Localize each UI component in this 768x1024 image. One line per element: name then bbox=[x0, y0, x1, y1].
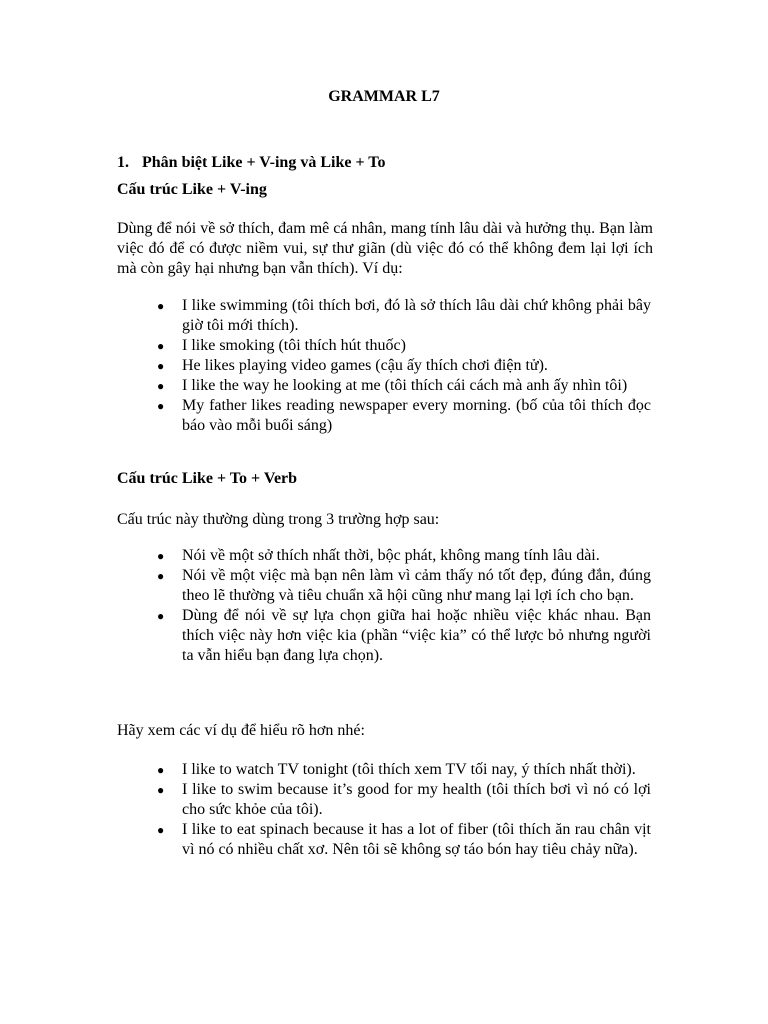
structure-1-description: Dùng để nói về sở thích, đam mê cá nhân, mang tính lâu dài và hưởng thụ. Bạn làm việc đó để có được niềm vui, sự thư giãn (dù việc đó có thể không đem lại lợi ích mà còn gây hại nhưng bạn vẫn thích). Ví dụ: bbox=[117, 220, 653, 277]
bullet-icon: ● bbox=[157, 823, 165, 837]
list-item: ● Nói về một việc mà bạn nên làm vì cảm thấy nó tốt đẹp, đúng đắn, đúng theo lẽ thường và tiêu chuẩn xã hội cũng như mang lại lợi ích cho bạn. bbox=[157, 567, 651, 604]
list-item: ● I like to swim because it’s good for my health (tôi thích bơi vì nó có lợi cho sức khỏe của tôi). bbox=[157, 781, 651, 818]
document-title: GRAMMAR L7 bbox=[328, 88, 440, 105]
list-item: ● I like swimming (tôi thích bơi, đó là sở thích lâu dài chứ không phải bây giờ tôi mới thích). bbox=[157, 297, 651, 334]
bullet-icon: ● bbox=[157, 359, 165, 373]
bullet-icon: ● bbox=[157, 609, 165, 623]
bullet-icon: ● bbox=[157, 783, 165, 797]
list-item: ● I like smoking (tôi thích hút thuốc) bbox=[157, 337, 406, 354]
list-item: ● He likes playing video games (cậu ấy thích chơi điện tử). bbox=[157, 357, 548, 374]
list-item: ● Nói về một sở thích nhất thời, bộc phát, không mang tính lâu dài. bbox=[157, 547, 600, 564]
bullet-icon: ● bbox=[157, 569, 165, 583]
structure-2-examples-list bbox=[157, 760, 651, 860]
bullet-icon: ● bbox=[157, 339, 165, 353]
structure-2-heading: Cấu trúc Like + To + Verb bbox=[117, 470, 298, 487]
structure-2-cases-list bbox=[157, 546, 651, 666]
bullet-icon: ● bbox=[157, 379, 165, 393]
section-number: 1. bbox=[117, 154, 129, 171]
structure-2-intro: Cấu trúc này thường dùng trong 3 trường hợp sau: bbox=[117, 511, 440, 528]
structure-1-examples-list bbox=[157, 296, 651, 436]
section-1-heading bbox=[117, 153, 385, 173]
bullet-icon: ● bbox=[157, 549, 165, 563]
list-item: ● Dùng để nói về sự lựa chọn giữa hai hoặc nhiều việc khác nhau. Bạn thích việc này hơn việc kia (phần “việc kia” có thể lược bỏ nhưng người ta vẫn hiểu bạn đang lựa chọn). bbox=[157, 607, 651, 664]
bullet-icon: ● bbox=[157, 299, 165, 313]
list-item: ● I like to eat spinach because it has a lot of fiber (tôi thích ăn rau chân vịt vì nó có nhiều chất xơ. Nên tôi sẽ không sợ táo bón hay tiêu chảy nữa). bbox=[157, 821, 651, 858]
bullet-icon: ● bbox=[157, 399, 165, 413]
structure-2-examples-intro: Hãy xem các ví dụ để hiểu rõ hơn nhé: bbox=[117, 722, 365, 739]
structure-1-heading: Cấu trúc Like + V-ing bbox=[117, 181, 267, 198]
section-1-title: Phân biệt Like + V-ing và Like + To bbox=[142, 154, 386, 171]
list-item: ● I like the way he looking at me (tôi thích cái cách mà anh ấy nhìn tôi) bbox=[157, 377, 628, 394]
list-item: ● My father likes reading newspaper every morning. (bố của tôi thích đọc báo vào mỗi buổi sáng) bbox=[157, 397, 651, 434]
bullet-icon: ● bbox=[157, 763, 165, 777]
list-item: ● I like to watch TV tonight (tôi thích xem TV tối nay, ý thích nhất thời). bbox=[157, 761, 636, 778]
